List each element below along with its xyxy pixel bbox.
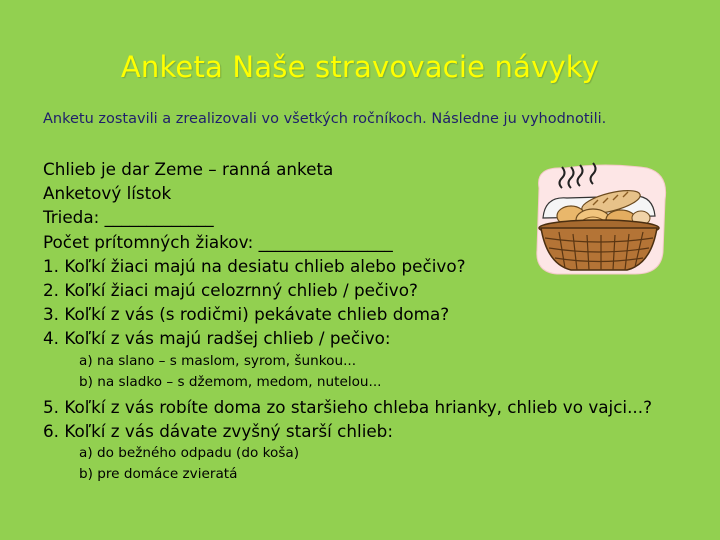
class-field-line: Trieda: _____________ <box>43 207 214 228</box>
question-4-option-a: a) na slano – s maslom, syrom, šunkou... <box>79 352 357 369</box>
question-5: 5. Koľkí z vás robíte doma zo staršieho chleba hrianky, chlieb vo vajci...? <box>43 396 652 417</box>
survey-form-label: Anketový lístok <box>43 183 172 204</box>
students-count-line: Počet prítomných žiakov: ________________ <box>43 231 393 252</box>
bread-basket-icon <box>527 160 672 278</box>
slide-subtitle: Anketu zostavili a zrealizovali vo všetkých ročníkoch. Následne ju vyhodnotili. <box>43 111 607 127</box>
question-6: 6. Koľkí z vás dávate zvyšný starší chlieb: <box>43 420 393 441</box>
survey-heading: Chlieb je dar Zeme – ranná anketa <box>43 159 334 179</box>
question-4-option-b: b) na sladko – s džemom, medom, nutelou... <box>79 373 382 390</box>
question-3: 3. Koľkí z vás (s rodičmi) pekávate chlieb doma? <box>43 304 450 325</box>
question-6-option-a: a) do bežného odpadu (do koša) <box>79 445 300 462</box>
question-2: 2. Koľkí žiaci majú celozrnný chlieb / pečivo? <box>43 280 418 301</box>
question-6-option-b: b) pre domáce zvieratá <box>79 466 238 483</box>
question-4: 4. Koľkí z vás majú radšej chlieb / pečivo: <box>43 328 391 349</box>
question-1: 1. Koľkí žiaci majú na desiatu chlieb alebo pečivo? <box>43 255 466 276</box>
slide-title: Anketa Naše stravovacie návyky <box>120 50 600 84</box>
